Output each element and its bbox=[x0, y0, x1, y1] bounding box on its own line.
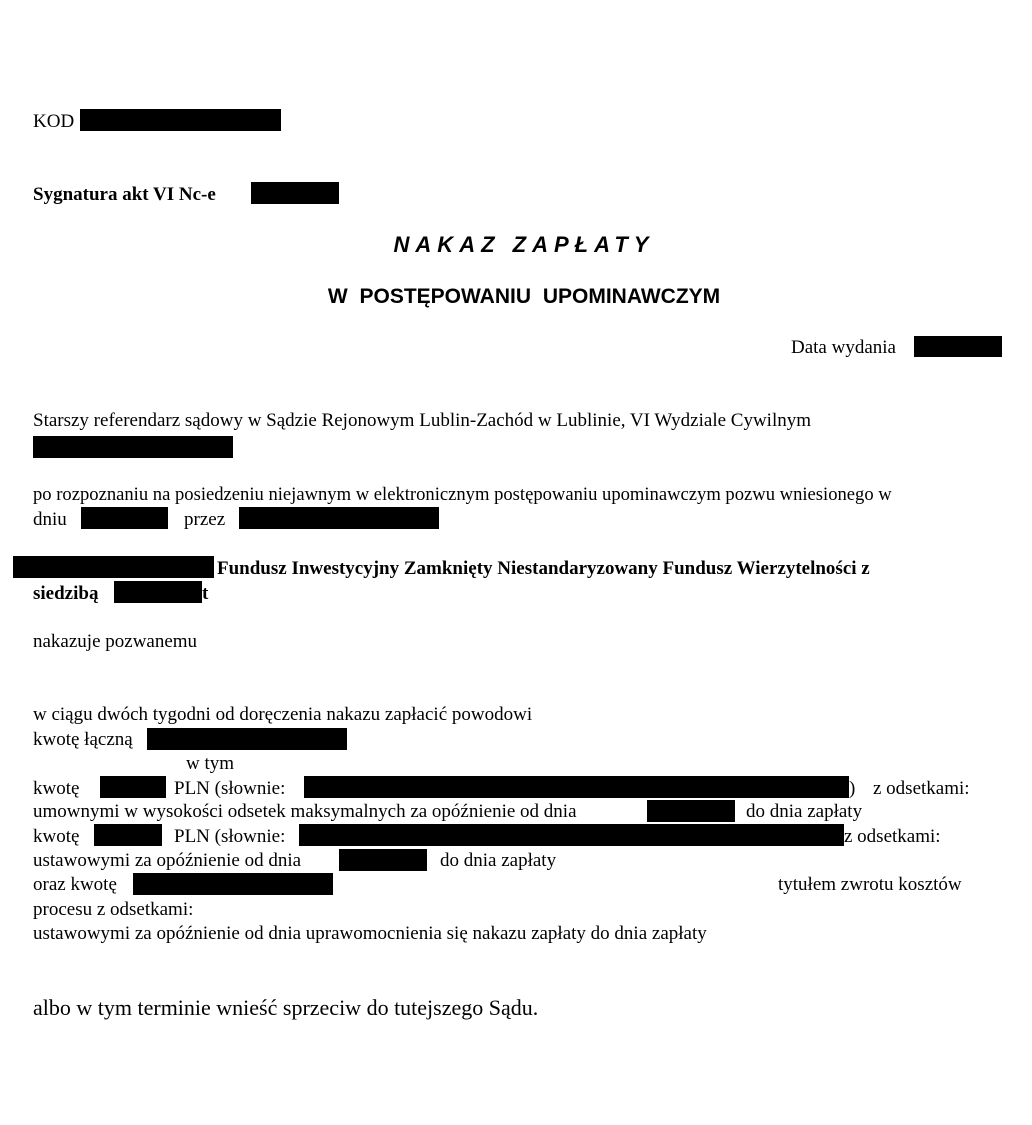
pln-slownie-2: PLN (słownie: bbox=[174, 826, 286, 847]
redacted-siedziba bbox=[114, 581, 202, 603]
do-dnia-zaplaty-2: do dnia zapłaty bbox=[440, 850, 557, 871]
close-paren-1: ) bbox=[849, 778, 856, 799]
redacted-total-amount bbox=[147, 728, 347, 750]
siedziba-label: siedzibą bbox=[33, 583, 99, 604]
umownymi-line: umownymi w wysokości odsetek maksymalnych za opóźnienie od dnia bbox=[33, 801, 577, 822]
sygnatura-label: Sygnatura akt VI Nc-e bbox=[33, 184, 216, 205]
procesu-label: procesu z odsetkami: bbox=[33, 899, 194, 920]
redacted-amount-1-words bbox=[304, 776, 849, 798]
ustawowymi-line-2: ustawowymi za opóźnienie od dnia uprawomocnienia się nakazu zapłaty do dnia zapłaty bbox=[33, 923, 707, 944]
sprzeciw-line: albo w tym terminie wnieść sprzeciw do tutejszego Sądu. bbox=[33, 995, 539, 1020]
redacted-interest-date-2 bbox=[339, 849, 427, 871]
kod-label: KOD bbox=[33, 111, 75, 132]
z-odsetkami-1: z odsetkami: bbox=[873, 778, 970, 799]
ustawowymi-line-1: ustawowymi za opóźnienie od dnia bbox=[33, 850, 302, 871]
kwote-2-label: kwotę bbox=[33, 826, 80, 847]
document-subtitle: W POSTĘPOWANIU UPOMINAWCZYM bbox=[327, 285, 721, 308]
redacted-costs-amount bbox=[133, 873, 333, 895]
z-odsetkami-2: z odsetkami: bbox=[844, 826, 941, 847]
redacted-referendarz bbox=[33, 436, 233, 458]
redacted-kod bbox=[80, 109, 281, 131]
kwote-1-label: kwotę bbox=[33, 778, 80, 799]
siedziba-tail: t bbox=[202, 583, 209, 604]
pln-slownie-1: PLN (słownie: bbox=[174, 778, 286, 799]
redacted-amount-2 bbox=[94, 824, 162, 846]
oraz-kwote-label: oraz kwotę bbox=[33, 874, 117, 895]
nakazuje-line: nakazuje pozwanemu bbox=[33, 631, 198, 652]
redacted-interest-date-1 bbox=[647, 800, 735, 822]
redacted-filing-date bbox=[81, 507, 168, 529]
tytulem-label: tytułem zwrotu kosztów bbox=[778, 874, 962, 895]
redacted-amount-2-words bbox=[299, 824, 844, 846]
redacted-plaintiff-prefix bbox=[13, 556, 214, 578]
issue-date-label: Data wydania bbox=[791, 337, 896, 358]
przez-label: przez bbox=[184, 509, 226, 530]
redacted-filer bbox=[239, 507, 439, 529]
rozpoznanie-line: po rozpoznaniu na posiedzeniu niejawnym w elektronicznym postępowaniu upominawczym pozwu wniesionego w bbox=[33, 484, 892, 505]
referendarz-line: Starszy referendarz sądowy w Sądzie Rejonowym Lublin-Zachód w Lublinie, VI Wydziale Cywilnym bbox=[33, 410, 812, 431]
redacted-amount-1 bbox=[100, 776, 166, 798]
redacted-issue-date bbox=[914, 336, 1002, 357]
w-tym-label: w tym bbox=[186, 753, 235, 774]
do-dnia-zaplaty-1: do dnia zapłaty bbox=[746, 801, 863, 822]
kwote-laczna-label: kwotę łączną bbox=[33, 729, 133, 750]
plaintiff-name: Fundusz Inwestycyjny Zamknięty Niestandaryzowany Fundusz Wierzytelności z bbox=[217, 558, 870, 579]
dniu-label: dniu bbox=[33, 509, 67, 530]
redacted-sygnatura bbox=[251, 182, 339, 204]
ciagu-line: w ciągu dwóch tygodni od doręczenia nakazu zapłacić powodowi bbox=[33, 704, 533, 725]
document-title: NAKAZ ZAPŁATY bbox=[393, 232, 655, 257]
